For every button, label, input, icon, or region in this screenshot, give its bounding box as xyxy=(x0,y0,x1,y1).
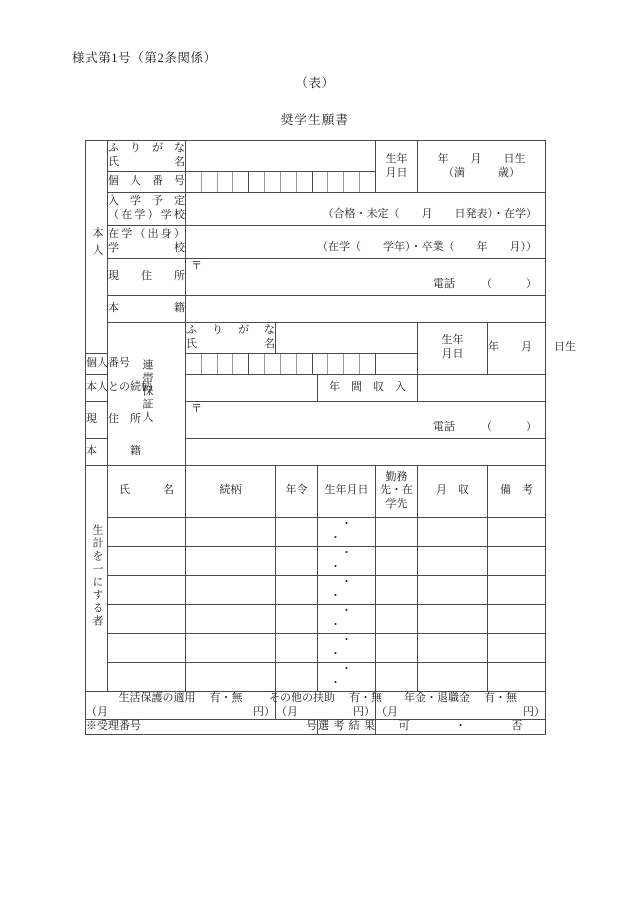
mynumber-box[interactable] xyxy=(281,172,297,192)
applicant-name-row xyxy=(86,141,546,172)
household-income-cell[interactable] xyxy=(418,575,488,604)
applicant-registry-input[interactable] xyxy=(186,295,546,322)
mynumber-box[interactable] xyxy=(344,354,360,374)
receipt-number-unit: 号 xyxy=(306,720,317,733)
table-row xyxy=(86,604,546,633)
household-dob-cell[interactable]: ・・ xyxy=(318,662,376,691)
mynumber-box[interactable] xyxy=(249,354,265,374)
household-age-cell[interactable] xyxy=(276,517,318,546)
mynumber-box[interactable] xyxy=(233,354,249,374)
household-col-age: 年令 xyxy=(276,465,318,517)
guarantor-name-row xyxy=(86,322,546,353)
guarantor-income-label: 年 間 収 入 xyxy=(318,374,418,401)
table-row xyxy=(86,546,546,575)
form-number-label: 様式第1号（第2条関係） xyxy=(72,51,217,65)
household-remarks-cell[interactable] xyxy=(488,662,546,691)
household-relation-cell[interactable] xyxy=(186,575,276,604)
household-name-cell[interactable] xyxy=(108,575,186,604)
household-dob-cell[interactable]: ・・ xyxy=(318,546,376,575)
welfare-answer-2[interactable]: 有・無 xyxy=(484,691,518,704)
guarantor-address-label: 現 住 所 xyxy=(86,401,108,438)
household-age-cell[interactable] xyxy=(276,633,318,662)
household-name-cell[interactable] xyxy=(108,633,186,662)
mynumber-box-group xyxy=(186,354,375,374)
applicant-address-input[interactable] xyxy=(186,258,546,295)
applicant-name-input[interactable] xyxy=(186,141,376,172)
mynumber-box[interactable] xyxy=(186,172,202,192)
household-dob-cell[interactable]: ・・ xyxy=(318,633,376,662)
mynumber-box[interactable] xyxy=(218,172,234,192)
household-workplace-cell[interactable] xyxy=(376,575,418,604)
mynumber-box[interactable] xyxy=(202,354,218,374)
selection-result-label: 選考結果 xyxy=(318,720,376,735)
applicant-entrance-school-label: 入学予定 （在学）学校 xyxy=(108,193,186,226)
household-relation-cell[interactable] xyxy=(186,633,276,662)
welfare-answer-1[interactable]: 有・無 xyxy=(349,691,383,704)
household-relation-cell[interactable] xyxy=(186,604,276,633)
household-name-cell[interactable] xyxy=(108,517,186,546)
welfare-item-other-assistance[interactable]: その他の扶助 有・無 （月 円） xyxy=(276,691,376,720)
mynumber-box[interactable] xyxy=(328,172,344,192)
applicant-registry-label: 本 籍 xyxy=(108,295,186,322)
applicant-entrance-school-row xyxy=(86,193,546,226)
applicant-furigana-name-label: ふりがな 氏 名 xyxy=(108,141,186,172)
mynumber-box[interactable] xyxy=(281,354,297,374)
mynumber-box[interactable] xyxy=(344,172,360,192)
welfare-item-livelihood-protection[interactable]: 生活保護の適用 有・無 （月 円） xyxy=(86,691,276,720)
mynumber-box[interactable] xyxy=(249,172,265,192)
applicant-current-school-input[interactable] xyxy=(186,225,546,258)
mynumber-box[interactable] xyxy=(202,172,218,192)
household-age-cell[interactable] xyxy=(276,662,318,691)
result-separator: ・ xyxy=(455,720,466,733)
household-income-cell[interactable] xyxy=(418,604,488,633)
postal-mark-icon: 〒 xyxy=(191,402,202,415)
household-workplace-cell[interactable] xyxy=(376,604,418,633)
household-workplace-cell[interactable] xyxy=(376,633,418,662)
household-remarks-cell[interactable] xyxy=(488,604,546,633)
mynumber-box[interactable] xyxy=(297,354,313,374)
household-income-cell[interactable] xyxy=(418,662,488,691)
applicant-mynumber-label: 個人番号 xyxy=(108,172,186,193)
receipt-number-field[interactable] xyxy=(86,720,318,735)
household-age-cell[interactable] xyxy=(276,604,318,633)
mynumber-box[interactable] xyxy=(360,172,375,192)
table-row xyxy=(86,662,546,691)
selection-result-choices[interactable] xyxy=(376,720,546,735)
household-remarks-cell[interactable] xyxy=(488,633,546,662)
table-row xyxy=(86,517,546,546)
welfare-answer-0[interactable]: 有・無 xyxy=(209,691,243,704)
household-name-cell[interactable] xyxy=(108,604,186,633)
guarantor-income-input[interactable] xyxy=(418,374,546,401)
office-use-row xyxy=(86,720,546,735)
applicant-entrance-school-input[interactable] xyxy=(186,193,546,226)
mynumber-box[interactable] xyxy=(328,354,344,374)
applicant-tel-field[interactable]: 電話 （ ） xyxy=(433,277,538,290)
applicant-mynumber-boxes[interactable] xyxy=(186,172,376,193)
household-workplace-cell[interactable] xyxy=(376,546,418,575)
applicant-dob-input[interactable]: 年 月 日生 （満 歳） xyxy=(418,141,546,193)
table-row xyxy=(86,575,546,604)
household-income-cell[interactable] xyxy=(418,546,488,575)
guarantor-side-label: 連帯保証人 xyxy=(108,322,186,465)
guarantor-dob-label: 生年 月日 xyxy=(418,322,488,374)
household-side-label: 生計を一にする者 xyxy=(86,465,108,691)
applicant-current-school-label: 在学（出身） 学 校 xyxy=(108,225,186,258)
receipt-number-label: ※受理番号 xyxy=(86,720,141,733)
mynumber-box[interactable] xyxy=(265,354,281,374)
mynumber-box[interactable] xyxy=(218,354,234,374)
guarantor-registry-label: 本 籍 xyxy=(86,438,108,465)
household-workplace-cell[interactable] xyxy=(376,662,418,691)
household-income-cell[interactable] xyxy=(418,517,488,546)
household-col-dob: 生年月日 xyxy=(318,465,376,517)
applicant-address-label: 現 住 所 xyxy=(108,258,186,295)
household-remarks-cell[interactable] xyxy=(488,575,546,604)
guarantor-tel-field[interactable]: 電話 （ ） xyxy=(433,420,538,433)
current-school-options[interactable]: （在学（ 学年）・卒業（ 年 月）） xyxy=(317,240,538,253)
household-workplace-cell[interactable] xyxy=(376,517,418,546)
household-relation-cell[interactable] xyxy=(186,546,276,575)
household-col-remarks: 備 考 xyxy=(488,465,546,517)
page-title: 奨学生願書 xyxy=(280,113,350,127)
household-dob-cell[interactable]: ・・ xyxy=(318,517,376,546)
household-dob-cell[interactable]: ・・ xyxy=(318,575,376,604)
applicant-current-school-row xyxy=(86,225,546,258)
guarantor-address-input[interactable] xyxy=(186,401,546,438)
applicant-address-row xyxy=(86,258,546,295)
applicant-dob-label: 生年 月日 xyxy=(376,141,418,193)
mynumber-box[interactable] xyxy=(233,172,249,192)
result-pass-option[interactable]: 可 xyxy=(398,720,410,733)
front-side-marker: （表） xyxy=(295,76,335,90)
mynumber-box-group xyxy=(186,172,375,192)
household-income-cell[interactable] xyxy=(418,633,488,662)
household-dob-cell[interactable]: ・・ xyxy=(318,604,376,633)
household-remarks-cell[interactable] xyxy=(488,546,546,575)
guarantor-mynumber-boxes[interactable] xyxy=(186,353,376,374)
household-col-name: 氏 名 xyxy=(108,465,186,517)
household-relation-cell[interactable] xyxy=(186,662,276,691)
guarantor-furigana-name-label: ふりがな 氏 名 xyxy=(186,322,276,353)
entrance-school-options[interactable]: （合格・未定（ 月 日発表）・在学） xyxy=(322,208,538,220)
mynumber-box[interactable] xyxy=(360,354,375,374)
result-fail-option[interactable]: 否 xyxy=(511,720,523,733)
guarantor-relation-input[interactable] xyxy=(186,374,318,401)
mynumber-box[interactable] xyxy=(313,354,329,374)
guarantor-registry-input[interactable] xyxy=(186,438,546,465)
scholarship-application-table xyxy=(85,140,577,735)
postal-mark-icon: 〒 xyxy=(191,259,202,272)
household-age-cell[interactable] xyxy=(276,575,318,604)
household-col-workplace: 勤務先・在学先 xyxy=(376,465,418,517)
household-remarks-cell[interactable] xyxy=(488,517,546,546)
household-col-relation: 続柄 xyxy=(186,465,276,517)
household-header-row xyxy=(86,465,546,517)
applicant-registry-row xyxy=(86,295,546,322)
guarantor-mynumber-label: 個人番号 xyxy=(86,353,108,374)
household-relation-cell[interactable] xyxy=(186,517,276,546)
household-name-cell[interactable] xyxy=(108,546,186,575)
mynumber-box[interactable] xyxy=(313,172,329,192)
table-row xyxy=(86,633,546,662)
welfare-item-pension-retirement[interactable]: 年金・退職金 有・無 （月 円） xyxy=(376,691,546,720)
guarantor-name-input[interactable] xyxy=(276,322,418,353)
welfare-row xyxy=(86,691,546,720)
mynumber-box[interactable] xyxy=(297,172,313,192)
household-col-income: 月 収 xyxy=(418,465,488,517)
household-age-cell[interactable] xyxy=(276,546,318,575)
mynumber-box[interactable] xyxy=(265,172,281,192)
guarantor-relation-label: 本人との続柄 xyxy=(86,374,108,401)
household-name-cell[interactable] xyxy=(108,662,186,691)
guarantor-dob-input[interactable]: 年 月 日生 xyxy=(488,322,546,374)
applicant-side-label: 本人 xyxy=(86,141,108,354)
mynumber-box[interactable] xyxy=(186,354,202,374)
